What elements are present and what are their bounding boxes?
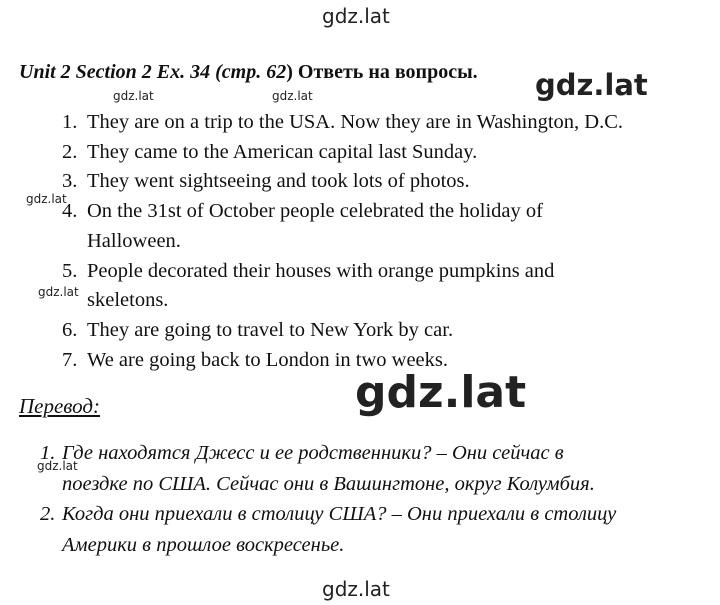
watermark-large-2: gdz.lat (355, 367, 527, 418)
answer-number: 7. (62, 348, 78, 371)
translation-text-continued: поездке по США. Сейчас они в Вашингтоне, округ Колумбия. (62, 472, 595, 495)
answer-item (62, 197, 623, 256)
translations-list (40, 438, 616, 560)
answer-item (62, 316, 623, 346)
answer-item (62, 167, 623, 197)
answer-number: 2. (62, 140, 78, 163)
answer-number: 6. (62, 318, 78, 341)
answer-item (62, 108, 623, 138)
watermark-large-1: gdz.lat (535, 68, 648, 102)
answer-text: They are going to travel to New York by car. (87, 318, 454, 341)
watermark-small-a: gdz.lat (113, 89, 154, 103)
exercise-heading (19, 61, 478, 84)
translation-text-continued: Америки в прошлое воскресенье. (62, 533, 345, 556)
answer-text-continued: skeletons. (87, 289, 169, 312)
watermark-small-c: gdz.lat (26, 192, 67, 206)
answer-item (62, 257, 623, 316)
answer-text-continued: Halloween. (87, 229, 181, 252)
answer-text: They came to the American capital last Sunday. (87, 140, 478, 163)
answer-item (62, 346, 623, 376)
watermark-small-e: gdz.lat (37, 459, 78, 473)
answer-item (62, 138, 623, 168)
answer-number: 1. (62, 111, 78, 133)
watermark-bottom: gdz.lat (322, 577, 390, 601)
translation-text: Где находятся Джесс и ее родственники? – Они сейчас в (62, 442, 564, 464)
answer-text: We are going back to London in two weeks. (87, 348, 448, 371)
translation-item (40, 438, 616, 499)
translation-heading: Перевод: (19, 394, 100, 418)
exercise-instruction: ) Ответь на вопросы. (286, 61, 478, 83)
answer-number: 3. (62, 170, 78, 193)
answer-number: 4. (62, 200, 78, 223)
answers-list (62, 108, 623, 375)
answer-text: On the 31st of October people celebrated the holiday of (87, 200, 543, 223)
translation-number: 1. (40, 442, 56, 464)
watermark-top: gdz.lat (322, 4, 390, 28)
answer-text: People decorated their houses with orange pumpkins and (87, 259, 555, 282)
translation-number: 2. (40, 503, 56, 525)
translation-text: Когда они приехали в столицу США? – Они приехали в столицу (62, 503, 617, 525)
translation-item (40, 499, 616, 560)
answer-text: They went sightseeing and took lots of photos. (87, 170, 470, 193)
watermark-small-d: gdz.lat (38, 285, 79, 299)
exercise-reference: Unit 2 Section 2 Ex. 34 (стр. 62 (19, 61, 287, 83)
answer-text: They are on a trip to the USA. Now they are in Washington, D.C. (87, 111, 623, 133)
answer-number: 5. (62, 259, 78, 282)
watermark-small-b: gdz.lat (272, 89, 313, 103)
